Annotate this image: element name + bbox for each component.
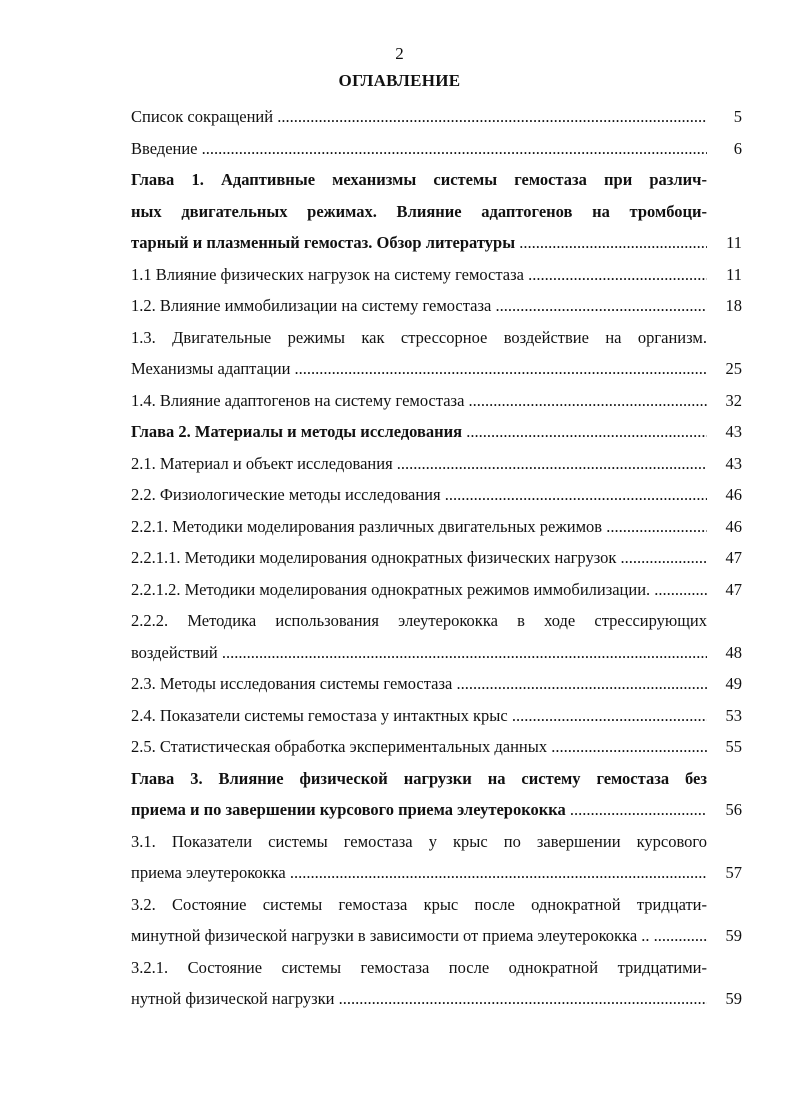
toc-page-number: 5 [733,107,742,126]
toc-entry [131,542,749,574]
toc-page-number: 47 [725,579,742,599]
page-title: ОГЛАВЛЕНИЕ [338,71,461,90]
toc-entry [131,731,749,763]
toc-entry-text: 1.3. Двигательные режимы как стрессорное воздействие на организм. [131,327,707,347]
toc-entry-text: приема элеутерококка ..... [131,857,707,889]
toc-entry [131,101,749,133]
toc-entry [131,605,749,637]
dot-leader [616,548,707,567]
dot-leader [290,359,707,378]
toc-entry [131,511,749,543]
toc-entry [131,290,749,322]
toc-page-number: 18 [725,296,742,315]
toc-entry-text: приема и по завершении курсового приема элеутерококка ..... [131,794,707,826]
toc-entry-text: Введение ..... [131,133,707,165]
dot-leader [441,485,707,504]
toc-page-number: 59 [725,926,742,945]
toc-page-number: 57 [725,863,742,882]
toc-entry-text: ных двигательных режимах. Влияние адаптогенов на тромбоци- [131,201,707,221]
toc-entry [131,448,749,480]
toc-page-number: 49 [725,674,742,693]
toc-page-number: 43 [725,453,742,473]
dot-leader [547,737,707,756]
toc-page-number: 56 [725,800,742,819]
toc-entry-text: 1.1 Влияние физических нагрузок на систему гемостаза ..... [131,259,707,291]
dot-leader [273,107,707,126]
toc-entry [131,479,749,511]
toc-page-number: 48 [725,642,742,662]
dot-leader [335,989,707,1008]
dot-leader [198,139,707,158]
toc-entry-text: минутной физической нагрузки в зависимости от приема элеутерококка .. ..... [131,920,707,952]
toc-entry [131,700,749,732]
toc-entry [131,763,749,795]
toc-entry [131,983,749,1015]
toc-entry [131,259,749,291]
dot-leader [508,706,707,725]
toc-entry [131,574,749,606]
toc-entry [131,952,749,984]
toc-entry [131,668,749,700]
dot-leader [524,265,707,284]
toc-page-number: 43 [725,422,742,441]
toc-entry [131,322,749,354]
toc-entry [131,637,749,669]
table-of-contents [131,101,749,1015]
toc-page-number: 53 [725,705,742,725]
toc-entry-text: 2.2.1.1. Методики моделирования однократных физических нагрузок ..... [131,542,707,574]
toc-entry-text: 3.2. Состояние системы гемостаза крыс после однократной тридцати- [131,894,707,914]
dot-leader [218,643,707,662]
toc-entry-text: Механизмы адаптации ..... [131,353,707,385]
dot-leader [452,674,707,693]
page-number: 2 [395,44,404,63]
toc-entry-text: 2.2.1.2. Методики моделирования однократных режимов иммобилизации. ..... [131,574,707,606]
toc-page-number: 25 [725,359,742,378]
toc-entry-text: Глава 2. Материалы и методы исследования ..... [131,416,707,448]
toc-entry-text: Глава 1. Адаптивные механизмы системы гемостаза при различ- [131,170,707,189]
toc-entry [131,227,749,259]
toc-entry [131,353,749,385]
toc-page-number: 47 [725,548,742,567]
toc-entry-text: нутной физической нагрузки ..... [131,983,707,1015]
dot-leader [515,233,707,252]
toc-entry-text: 2.1. Материал и объект исследования ..... [131,448,707,480]
toc-entry-text: 2.2.1. Методики моделирования различных двигательных режимов ..... [131,511,707,543]
toc-entry-text: 2.3. Методы исследования системы гемостаза ..... [131,668,707,700]
dot-leader [464,391,707,410]
toc-page-number: 55 [725,737,742,756]
toc-entry [131,826,749,858]
dot-leader [393,454,707,473]
toc-entry [131,889,749,921]
toc-entry [131,920,749,952]
toc-page-number: 11 [726,233,742,252]
toc-entry [131,794,749,826]
toc-page-number: 6 [733,138,742,158]
dot-leader [286,863,707,882]
toc-page-number: 59 [725,989,742,1008]
dot-leader [602,517,707,536]
dot-leader [566,800,707,819]
toc-entry-text: 2.2.2. Методика использования элеутерококка в ходе стрессирующих [131,611,707,630]
toc-page-number: 46 [725,485,742,504]
toc-entry [131,133,749,165]
toc-entry [131,416,749,448]
toc-entry-text: 2.4. Показатели системы гемостаза у интактных крыс ..... [131,700,707,732]
toc-entry-text: 2.2. Физиологические методы исследования ..... [131,479,707,511]
toc-entry [131,385,749,417]
toc-entry-text: воздействий ..... [131,637,707,669]
dot-leader [491,296,707,315]
toc-entry-text: 3.1. Показатели системы гемостаза у крыс по завершении курсового [131,831,707,851]
toc-entry-text: 1.4. Влияние адаптогенов на систему гемостаза ..... [131,385,707,417]
toc-entry-text: 1.2. Влияние иммобилизации на систему гемостаза ..... [131,290,707,322]
toc-entry-text: 3.2.1. Состояние системы гемостаза после однократной тридцатими- [131,957,707,977]
toc-page-number: 46 [725,516,742,536]
toc-entry [131,857,749,889]
dot-leader [462,422,707,441]
toc-entry-text: 2.5. Статистическая обработка экспериментальных данных ..... [131,731,707,763]
dot-leader [650,580,707,599]
toc-page-number: 32 [725,390,742,410]
toc-entry-text: Список сокращений ..... [131,101,707,133]
toc-entry-text: Глава 3. Влияние физической нагрузки на систему гемостаза без [131,768,707,788]
toc-page-number: 11 [726,264,742,284]
dot-leader [650,926,707,945]
toc-entry-text: тарный и плазменный гемостаз. Обзор литературы ..... [131,227,707,259]
toc-entry [131,164,749,196]
toc-entry [131,196,749,228]
